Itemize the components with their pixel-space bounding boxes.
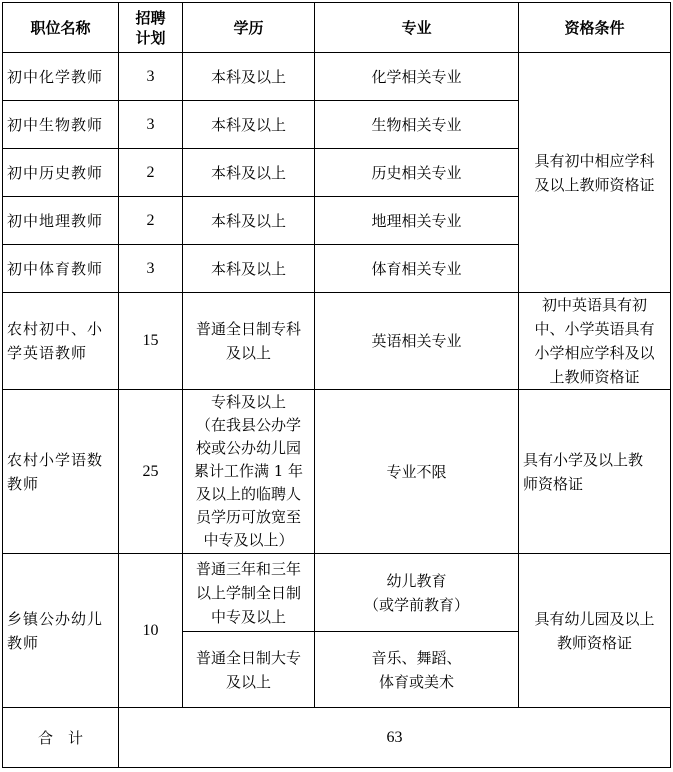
- qualification-cell: 具有幼儿园及以上 教师资格证: [519, 554, 671, 708]
- major-cell: 英语相关专业: [315, 293, 519, 390]
- total-row: [3, 708, 671, 768]
- total-label: 合 计: [3, 708, 119, 768]
- table-row: [3, 53, 671, 101]
- education-cell: 本科及以上: [183, 197, 315, 245]
- education-cell: 专科及以上 （在我县公办学 校或公办幼儿园 累计工作满 1 年 及以上的临聘人 员学历可放宽至 中专及以上）: [183, 390, 315, 554]
- header-education: 学历: [183, 3, 315, 53]
- major-cell: 历史相关专业: [315, 149, 519, 197]
- education-cell: 本科及以上: [183, 53, 315, 101]
- education-cell: 普通三年和三年 以上学制全日制 中专及以上: [183, 554, 315, 632]
- header-count: 招聘 计划: [119, 3, 183, 53]
- major-cell: 地理相关专业: [315, 197, 519, 245]
- position-cell: 初中地理教师: [3, 197, 119, 245]
- position-cell: 初中历史教师: [3, 149, 119, 197]
- count-cell: 3: [119, 245, 183, 293]
- table-row: [3, 390, 671, 554]
- count-cell: 10: [119, 554, 183, 708]
- total-value: 63: [119, 708, 671, 768]
- education-cell: 本科及以上: [183, 101, 315, 149]
- position-cell: 初中生物教师: [3, 101, 119, 149]
- header-row: [3, 3, 671, 53]
- position-cell: 农村小学语数 教师: [3, 390, 119, 554]
- education-cell: 本科及以上: [183, 245, 315, 293]
- qualification-cell: 具有小学及以上教 师资格证: [519, 390, 671, 554]
- education-cell: 本科及以上: [183, 149, 315, 197]
- major-cell: 音乐、舞蹈、 体育或美术: [315, 632, 519, 708]
- table-row: [3, 293, 671, 390]
- table-row: [3, 554, 671, 632]
- position-cell: 初中化学教师: [3, 53, 119, 101]
- qualification-cell: 初中英语具有初 中、小学英语具有 小学相应学科及以 上教师资格证: [519, 293, 671, 390]
- education-cell: 普通全日制大专 及以上: [183, 632, 315, 708]
- major-cell: 专业不限: [315, 390, 519, 554]
- major-cell: 生物相关专业: [315, 101, 519, 149]
- position-cell: 初中体育教师: [3, 245, 119, 293]
- count-cell: 2: [119, 149, 183, 197]
- header-qualification: 资格条件: [519, 3, 671, 53]
- count-cell: 25: [119, 390, 183, 554]
- position-cell: 乡镇公办幼儿 教师: [3, 554, 119, 708]
- position-cell: 农村初中、小 学英语教师: [3, 293, 119, 390]
- qualification-cell: 具有初中相应学科 及以上教师资格证: [519, 53, 671, 293]
- education-cell: 普通全日制专科 及以上: [183, 293, 315, 390]
- count-cell: 3: [119, 53, 183, 101]
- count-cell: 15: [119, 293, 183, 390]
- count-cell: 3: [119, 101, 183, 149]
- recruitment-table: [2, 2, 671, 768]
- major-cell: 体育相关专业: [315, 245, 519, 293]
- count-cell: 2: [119, 197, 183, 245]
- header-position: 职位名称: [3, 3, 119, 53]
- major-cell: 化学相关专业: [315, 53, 519, 101]
- header-major: 专业: [315, 3, 519, 53]
- major-cell: 幼儿教育 （或学前教育）: [315, 554, 519, 632]
